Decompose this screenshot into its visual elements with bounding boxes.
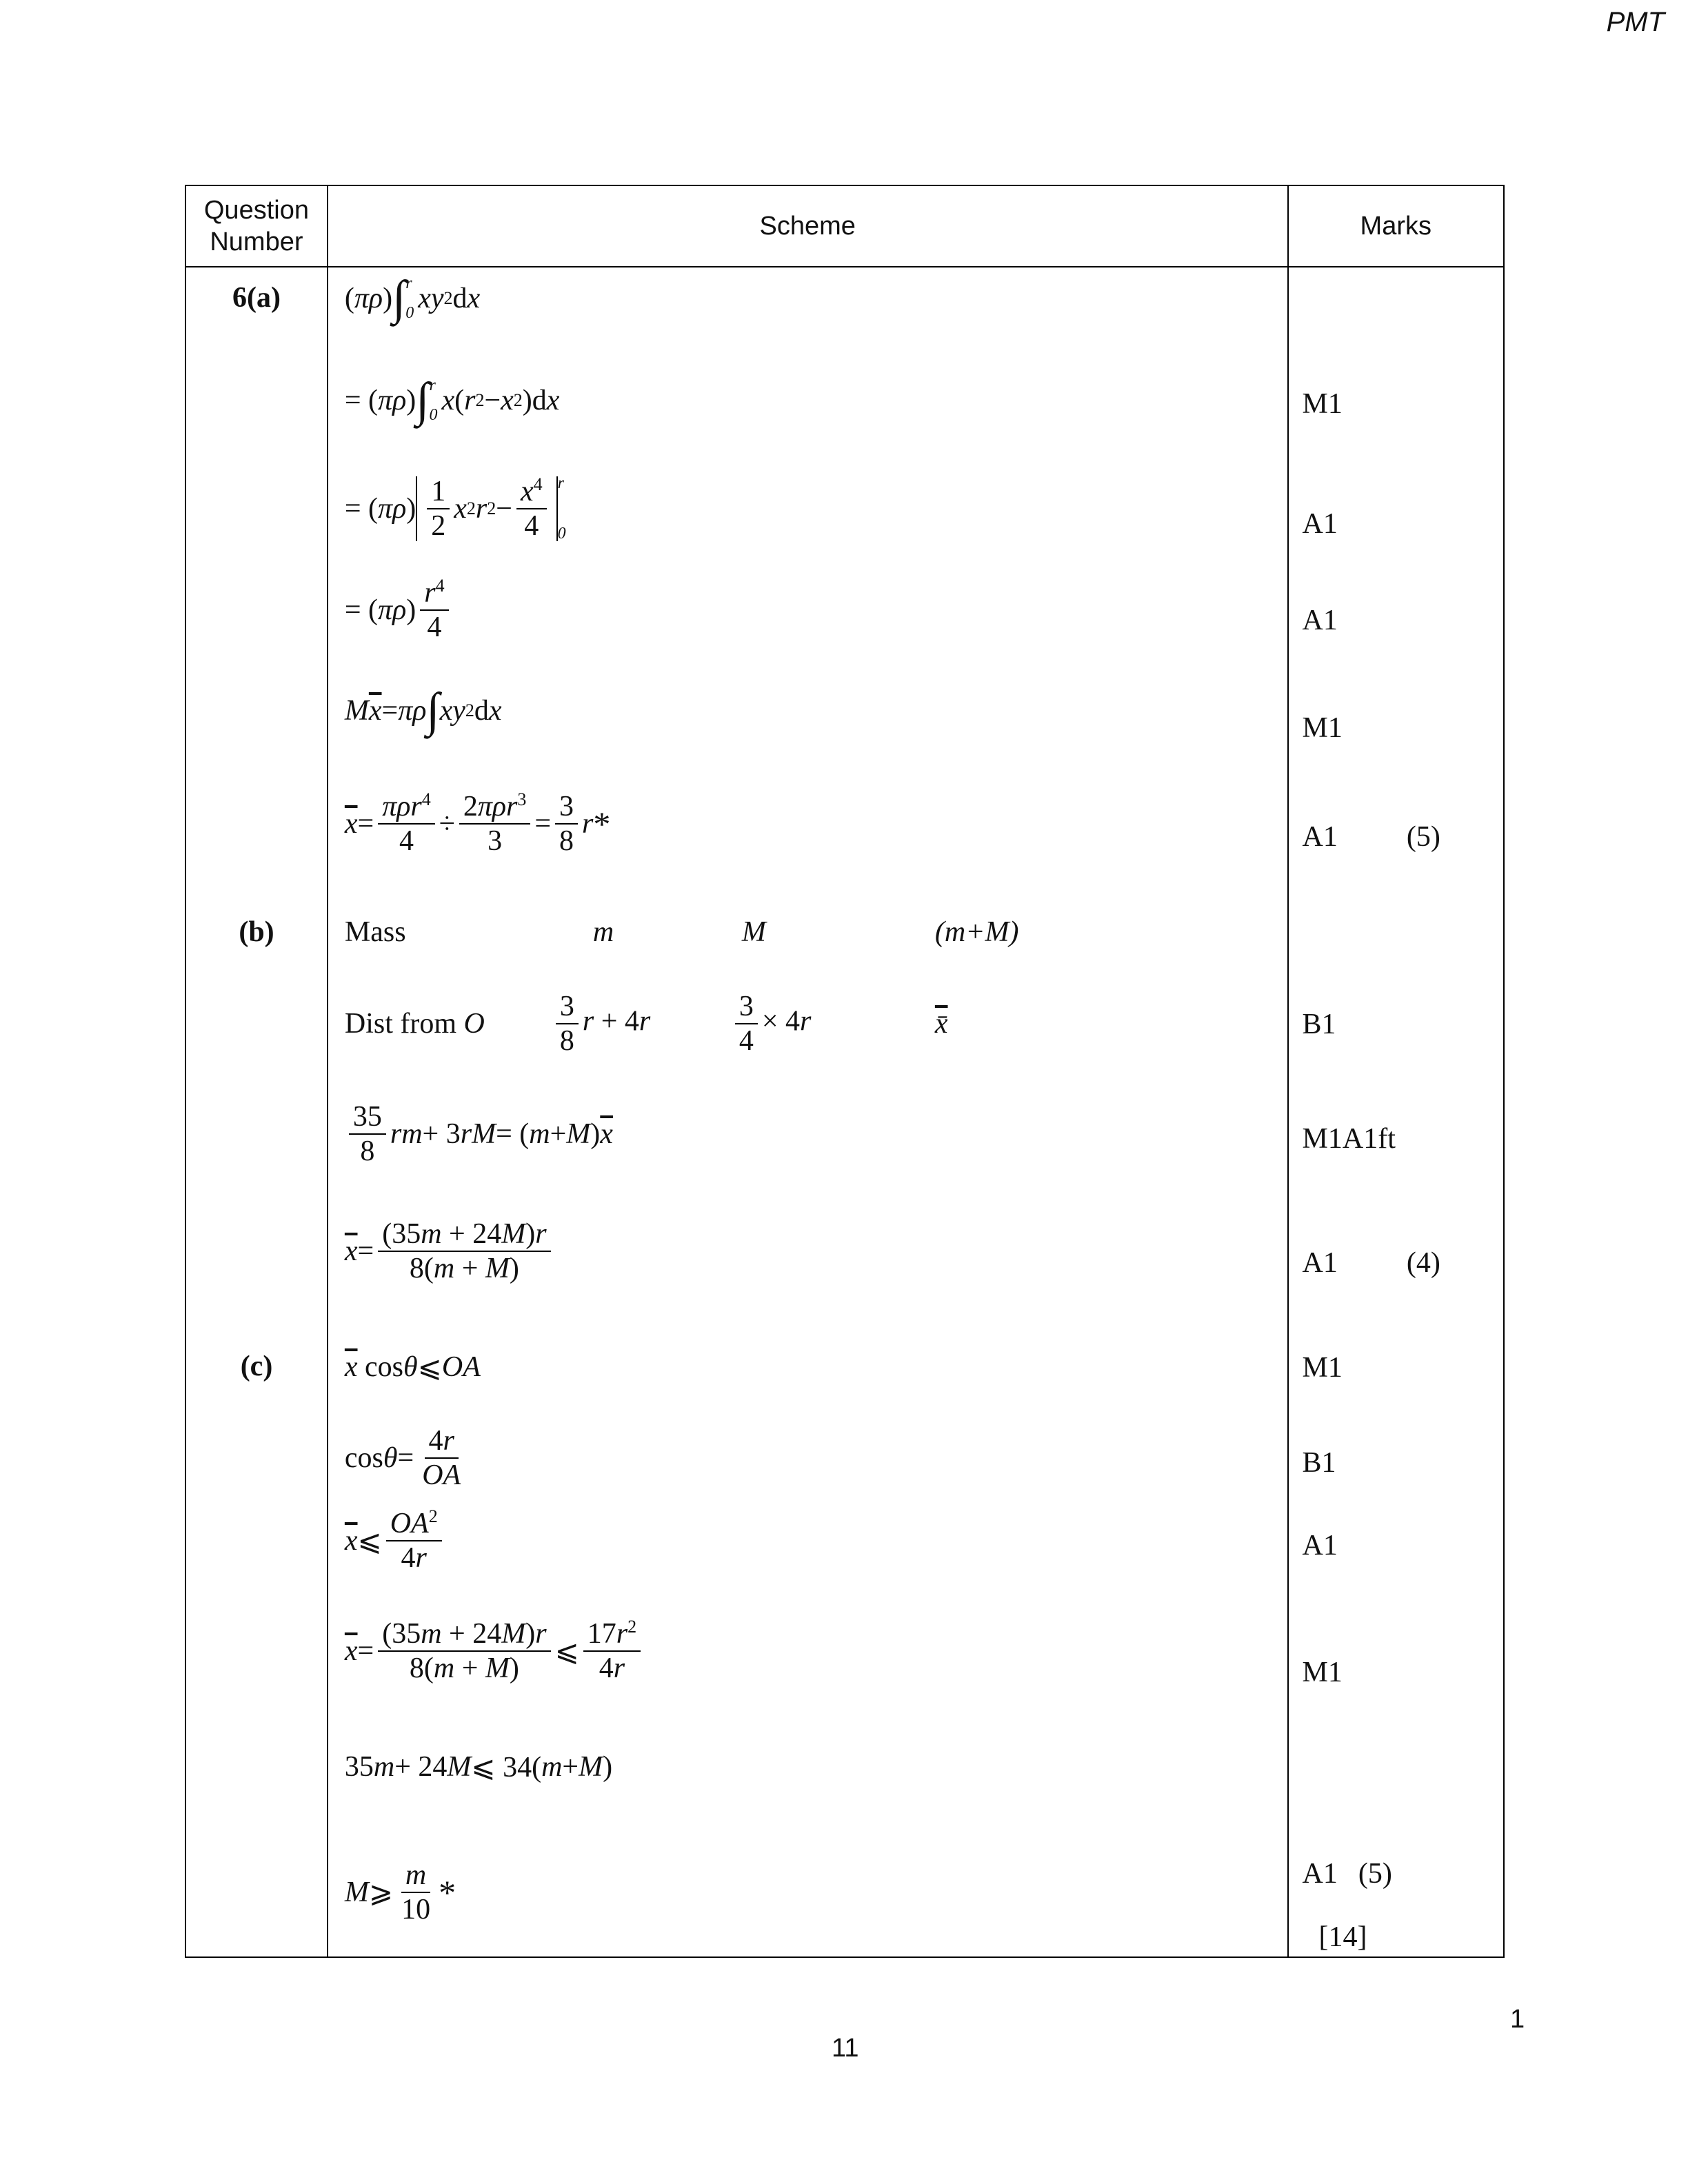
mass-row (345, 916, 1019, 949)
mark-c5 (1303, 1857, 1392, 1890)
distance-row (345, 991, 948, 1056)
equation-c1: $\overline{x}$ cos θ ⩽ OA (344, 1351, 481, 1384)
marks-column (1288, 267, 1504, 1957)
marks-header: Marks (1288, 185, 1504, 267)
mass-total: (m+M) (934, 916, 1019, 948)
mark-b3 (1303, 1246, 1440, 1280)
distance-total: x̄ (934, 1008, 948, 1040)
mark-c3: A1 (1302, 1530, 1338, 1561)
mark-c2: B1 (1302, 1447, 1336, 1479)
mass-M: M (741, 916, 766, 948)
mark-a5-label: A1 (1302, 821, 1338, 853)
mark-a5-total: (5) (1406, 821, 1440, 853)
pmt-tag: PMT (1606, 7, 1665, 37)
question-number-header: Question Number (185, 185, 328, 267)
question-column (185, 267, 328, 1957)
equation-c5: 35 m + 24 M ⩽ 34( m + M ) (344, 1751, 613, 1783)
corner-number: 1 (1510, 2005, 1525, 2034)
mark-a4: M1 (1302, 712, 1343, 744)
mark-a1: M1 (1302, 388, 1343, 420)
page-number: 11 (832, 2034, 859, 2063)
equation-c3: $\overline{x}$ ⩽ $\frac{OA^2}{4r}$ (345, 1508, 446, 1573)
distance-hemisphere: $\frac{3}{8}$ r + 4r (552, 991, 731, 1056)
equation-a4: = ( πρ ) $\frac{r^4}{4}$ (345, 578, 453, 643)
distance-label: Dist from O (344, 1008, 485, 1040)
part-b-label: (b) (239, 916, 274, 948)
equation-a3: = ( πρ ) $\frac{1}{2}$ x 2 r 2 − $\frac{x^4}{4}$ r 0 (344, 474, 566, 543)
grand-total: [14] (1318, 1921, 1367, 1953)
equation-c6: M ⩾ $\frac{m}{10}$ * (344, 1859, 456, 1926)
table-header-row (185, 185, 1504, 267)
equation-a2: = ( πρ ) ∫ r 0 x ( r 2 − x 2 )d x (344, 374, 560, 427)
mark-c5-label: A1 (1302, 1858, 1338, 1890)
part-a-label: 6(a) (232, 282, 281, 314)
mark-b3-label: A1 (1302, 1247, 1338, 1279)
mark-b3-total: (4) (1406, 1247, 1440, 1279)
mark-c5-total: (5) (1358, 1858, 1392, 1890)
equation-a6: $\overline{x}$ = $\frac{\pi\rho r^4}{4}$ ÷ $\frac{2\pi\rho r^3}{3}$ = $\frac{3}{8}$ r * (344, 789, 611, 858)
mark-c1: M1 (1302, 1352, 1343, 1384)
mark-a5 (1303, 820, 1440, 853)
mark-b1: B1 (1302, 1009, 1336, 1040)
mark-c4: M1 (1302, 1657, 1343, 1688)
part-c-label: (c) (240, 1351, 273, 1382)
mark-a3: A1 (1302, 605, 1338, 636)
mark-a2: A1 (1302, 508, 1338, 540)
distance-cone: $\frac{3}{4}$ × 4r (731, 991, 935, 1056)
scheme-header: Scheme (328, 185, 1288, 267)
equation-b1: $\frac{35}{8}$ rm + 3 rM = ( m + M ) $\overline{x}$ (345, 1102, 613, 1166)
scheme-column (328, 267, 1288, 1957)
mark-b2: M1A1ft (1302, 1123, 1396, 1155)
mark-scheme-table (185, 185, 1505, 1958)
equation-c4: $\overline{x}$ = $\frac{(35m + 24M)r}{8(m + M)}$ ⩽ $\frac{17r^2}{4r}$ (345, 1619, 645, 1684)
equation-b2: $\overline{x}$ = $\frac{(35m + 24M)r}{8(m + M)}$ (345, 1219, 555, 1284)
equation-c2: cos θ = $\frac{4r}{OA}$ (344, 1425, 461, 1492)
equation-a1: ( πρ ) ∫ r 0 xy 2 d x (344, 272, 481, 325)
table-body-row (185, 267, 1504, 1957)
mass-label: Mass (344, 916, 406, 948)
mass-m: m (592, 916, 614, 948)
equation-a5: M $\overline{x}$ = πρ ∫ xy 2 d x (344, 684, 502, 737)
